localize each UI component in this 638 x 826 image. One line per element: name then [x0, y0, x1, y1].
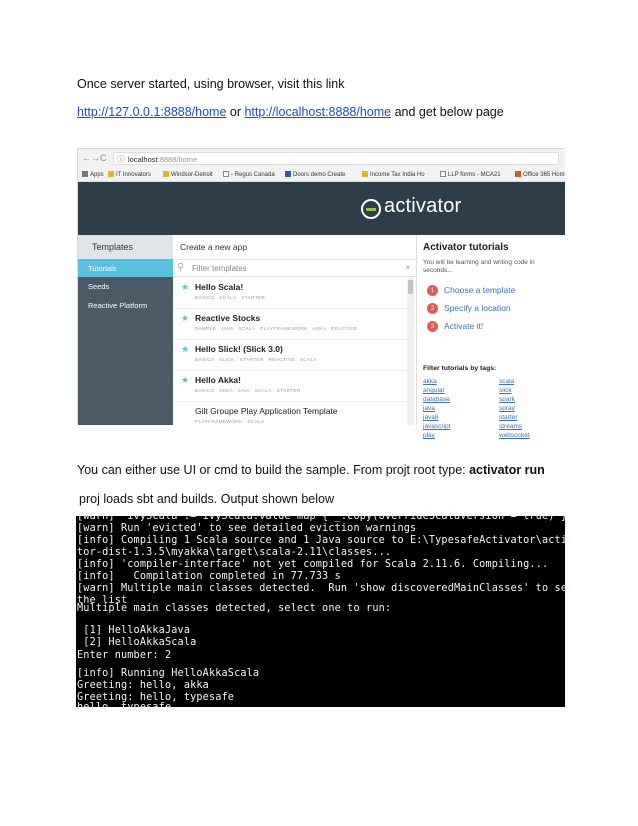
step-number-badge: 2 — [427, 303, 438, 314]
tag-link[interactable]: angular — [423, 387, 445, 394]
tag-link[interactable]: akka — [423, 378, 437, 385]
scrollbar-thumb[interactable] — [408, 280, 413, 294]
tag-link[interactable]: slick — [499, 387, 512, 394]
build-instruction-text: You can either use UI or cmd to build the sample. From projt root type: — [77, 463, 470, 477]
template-name: Hello Slick! (Slick 3.0) — [195, 344, 283, 354]
template-name: Reactive Stocks — [195, 313, 261, 323]
template-name: Hello Akka! — [195, 375, 241, 385]
tutorials-title: Activator tutorials — [423, 242, 509, 253]
tag-link[interactable]: java — [423, 405, 435, 412]
bookmark-apps[interactable]: Apps — [82, 171, 104, 178]
tutorials-panel — [416, 235, 565, 439]
terminal-line: [1] HelloAkkaJava — [77, 625, 191, 636]
terminal-line: [warn] ivyScala := ivyScala.value map { _.copy(overrideScalaVersion = true) } — [77, 511, 568, 522]
star-icon: ★ — [181, 375, 190, 385]
sidebar-item-tutorials[interactable]: Tutorials — [78, 259, 173, 277]
tag-link[interactable]: starter — [499, 414, 518, 421]
terminal-line: tor-dist-1.3.5\myakka\target\scala-2.11\classes... — [77, 547, 392, 558]
or-text: or — [226, 105, 245, 119]
tag-link[interactable]: javascript — [423, 423, 451, 430]
activator-run-command: activator run — [469, 463, 545, 477]
filter-placeholder: Filter templates — [192, 264, 247, 273]
template-name: Gilt Groupe Play Application Template — [195, 406, 338, 416]
bookmark-windsor-detroit[interactable]: Windsor-Detroit — [163, 171, 213, 178]
tag-link[interactable]: database — [423, 396, 450, 403]
tag-link[interactable]: spray — [499, 405, 515, 412]
terminal-output — [76, 511, 574, 713]
create-app-title: Create a new app — [180, 242, 248, 252]
template-item-gilt-groupe[interactable] — [173, 402, 409, 433]
output-intro-line: proj loads sbt and builds. Output shown below — [79, 492, 335, 506]
templates-sidebar — [78, 235, 173, 425]
templates-scrollbar[interactable] — [407, 278, 414, 425]
forward-arrow-icon[interactable]: → — [91, 153, 100, 163]
folder-icon — [163, 171, 169, 177]
tutorials-description: You will be learning and writing code in seconds... — [423, 259, 535, 274]
address-bar — [78, 149, 565, 168]
template-item-hello-scala[interactable] — [173, 278, 409, 309]
step-label: Specify a location — [444, 303, 511, 313]
tag-link[interactable]: play — [423, 432, 435, 439]
template-item-reactive-stocks[interactable] — [173, 309, 409, 340]
apps-grid-icon — [82, 171, 88, 177]
filter-tags-title: Filter tutorials by tags: — [423, 365, 497, 372]
template-tags: BASICS SCALA STARTER — [195, 296, 266, 301]
terminal-line: Enter number: 2 — [77, 650, 172, 661]
info-icon[interactable]: ⓘ — [117, 155, 125, 164]
bookmark-income-tax[interactable]: Income Tax India Ho — [362, 171, 425, 178]
terminal-line: [info] Compilation completed in 77.733 s — [77, 571, 341, 582]
activator-header — [78, 182, 565, 235]
build-instruction-line — [77, 462, 545, 478]
terminal-line: Multiple main classes detected, select one to run: — [77, 603, 392, 614]
star-icon: ★ — [181, 344, 190, 354]
template-tags: SAMPLE JAVA SCALA PLAYFRAMEWORK AKKA REACTIVE — [195, 327, 358, 332]
terminal-line: [2] HelloAkkaScala — [77, 637, 197, 648]
tag-link[interactable]: spark — [499, 396, 515, 403]
folder-icon — [108, 171, 114, 177]
office-icon — [515, 171, 521, 177]
template-item-hello-slick[interactable] — [173, 340, 409, 371]
after-links-text: and get below page — [391, 105, 504, 119]
tag-link[interactable]: streams — [499, 423, 523, 430]
page-icon — [440, 171, 446, 177]
step-label: Choose a template — [444, 285, 516, 295]
link-localhost[interactable]: http://localhost:8888/home — [244, 105, 392, 119]
terminal-line: Greeting: hello, akka — [77, 680, 209, 691]
step-label: Activate it! — [444, 321, 484, 331]
terminal-line: [warn] Multiple main classes detected. Run 'show discoveredMainClasses' to see — [77, 583, 574, 594]
back-arrow-icon[interactable]: ← — [82, 153, 91, 163]
tag-link[interactable]: websocket — [499, 432, 530, 439]
url-text: localhost:8888/home — [128, 155, 198, 164]
sidebar-title: Templates — [78, 235, 173, 259]
terminal-line: [info] 'compiler-interface' not yet compiled for Scala 2.11.6. Compiling... — [77, 559, 549, 570]
bookmark-office-365[interactable]: Office 365 Hom — [515, 171, 565, 178]
clear-icon[interactable]: × — [405, 263, 410, 272]
tag-link[interactable]: java8 — [423, 414, 439, 421]
template-tags: BASICS SLICK STARTER REACTIVE SCALA — [195, 358, 318, 363]
activator-logo-icon — [361, 199, 381, 219]
tag-link[interactable]: scala — [499, 378, 515, 385]
link-127-0-0-1[interactable]: http://127.0.0.1:8888/home — [77, 105, 227, 119]
intro-line: Once server started, using browser, visit this link — [77, 77, 345, 91]
star-icon: ★ — [181, 313, 190, 323]
activator-logo-text: activator — [384, 195, 462, 217]
bookmark-it-innovators[interactable]: IT Innovators — [108, 171, 151, 178]
browser-screenshot — [77, 148, 565, 439]
terminal-line: hello, typesafe — [77, 702, 172, 713]
sidebar-item-seeds[interactable]: Seeds — [88, 282, 110, 291]
template-item-hello-akka[interactable] — [173, 371, 409, 402]
terminal-line: [warn] Run 'evicted' to see detailed eviction warnings — [77, 523, 417, 534]
bookmark-regus-canada[interactable]: - Regus Canada — [223, 171, 275, 178]
star-icon: ★ — [181, 282, 190, 292]
reload-icon[interactable]: C — [100, 153, 107, 163]
bookmark-doors-demo[interactable]: Doors demo Create — [285, 171, 345, 178]
filter-templates-input[interactable] — [173, 259, 416, 277]
doors-icon — [285, 171, 291, 177]
step-number-badge: 1 — [427, 285, 438, 296]
url-field[interactable] — [113, 152, 559, 165]
template-tags: PLAYFRAMEWORK SCALA — [195, 420, 265, 425]
template-name: Hello Scala! — [195, 282, 244, 292]
links-line — [77, 104, 504, 120]
folder-icon — [362, 171, 368, 177]
bookmark-llp-forms[interactable]: LLP forms - MCA21 — [440, 171, 501, 178]
page-icon — [223, 171, 229, 177]
step-number-badge: 3 — [427, 321, 438, 332]
terminal-line: [info] Compiling 1 Scala source and 1 Java source to E:\TypesafeActivator\activ — [77, 535, 574, 546]
create-app-panel — [173, 235, 416, 425]
search-icon: ⚲ — [177, 262, 185, 273]
template-tags: BASICS AKKA JAVA SCALA STARTER — [195, 389, 301, 394]
sidebar-item-reactive-platform[interactable]: Reactive Platform — [88, 301, 148, 310]
bookmarks-bar — [78, 168, 565, 182]
terminal-line: [info] Running HelloAkkaScala — [77, 668, 260, 679]
terminal-line: the list — [77, 595, 128, 606]
terminal-line: Greeting: hello, typesafe — [77, 692, 235, 703]
